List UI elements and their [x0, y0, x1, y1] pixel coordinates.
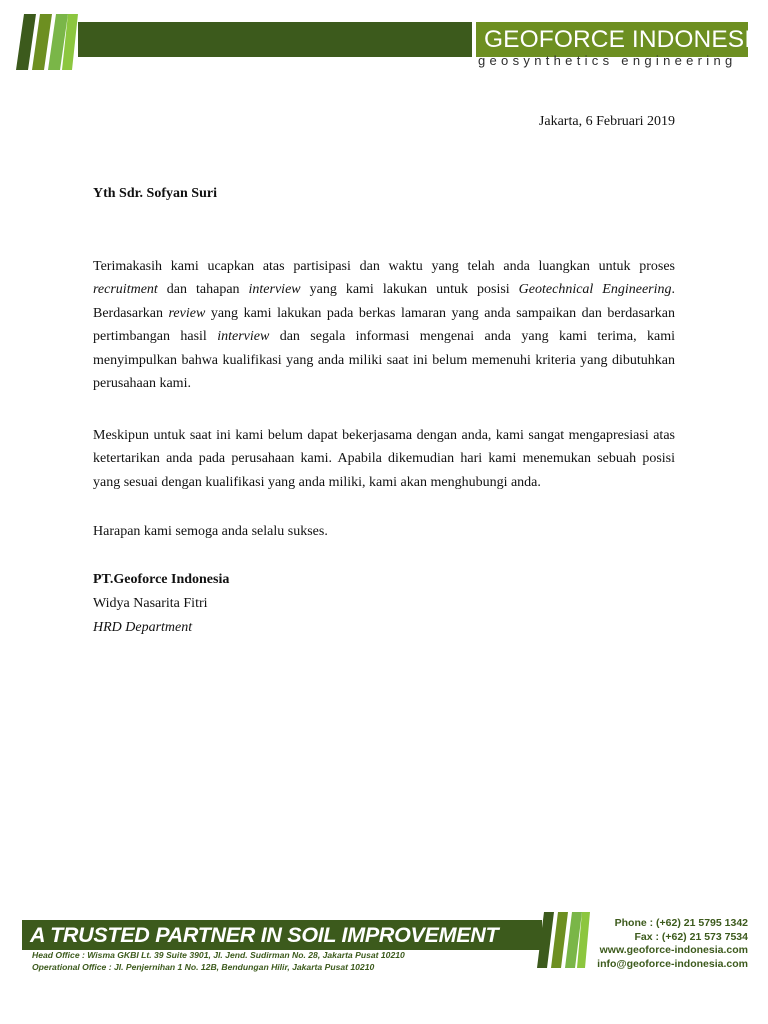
letter-recipient: Yth Sdr. Sofyan Suri [93, 186, 217, 201]
letter-date: Jakarta, 6 Februari 2019 [538, 114, 675, 129]
logo-stripes-icon [14, 14, 78, 70]
footer-head-office: Head Office : Wisma GKBI Lt. 39 Suite 3901, Jl. Jend. Sudirman No. 28, Jakarta Pusat 10210 [32, 950, 405, 960]
footer-operational-office: Operational Office : Jl. Penjernihan 1 No. 12B, Bendungan Hilir, Jakarta Pusat 10210 [32, 962, 375, 972]
footer-contact [597, 917, 748, 971]
brand-name: GEOFORCE INDONESIA [476, 22, 748, 57]
signature-block [93, 568, 229, 640]
header-bar [78, 22, 472, 57]
paragraph-1: Terimakasih kami ucapkan atas partisipasi dan waktu yang telah anda luangkan untuk proses recruitment dan tahapan interview yang kami lakukan untuk posisi Geotechnical Engineering. Berdasarkan review yang kami lakukan pada berkas lamaran yang anda sampaikan dan berdasarkan pertimbangan hasil interview dan segala informasi mengenai anda yang kami terima, kami menyimpulkan bahwa kualifikasi yang anda miliki saat ini belum memenuhi kriteria yang dibutuhkan perusahaan kami. [93, 259, 676, 392]
signature-company: PT.Geoforce Indonesia [93, 572, 230, 587]
footer-stripes-icon [536, 912, 590, 968]
footer-fax: Fax : (+62) 21 573 7534 [634, 930, 748, 943]
signature-department: HRD Department [93, 620, 193, 635]
paragraph-2: Meskipun untuk saat ini kami belum dapat bekerjasama dengan anda, kami sangat mengapresiasi atas ketertarikan anda pada perusahaan kami. Apabila dikemudian hari kami menemukan sebuah posisi yang sesuai dengan kualifikasi yang anda miliki, kami akan menghubungi anda. [93, 428, 675, 490]
footer-website[interactable]: www.geoforce-indonesia.com [599, 944, 748, 956]
paragraph-3: Harapan kami semoga anda selalu sukses. [93, 524, 328, 539]
footer-email[interactable]: info@geoforce-indonesia.com [597, 957, 748, 970]
signature-name: Widya Nasarita Fitri [93, 596, 208, 611]
brand-tagline: geosynthetics engineering [478, 53, 737, 68]
footer-phone: Phone : (+62) 21 5795 1342 [614, 917, 748, 929]
footer-slogan: A TRUSTED PARTNER IN SOIL IMPROVEMENT [30, 923, 499, 947]
